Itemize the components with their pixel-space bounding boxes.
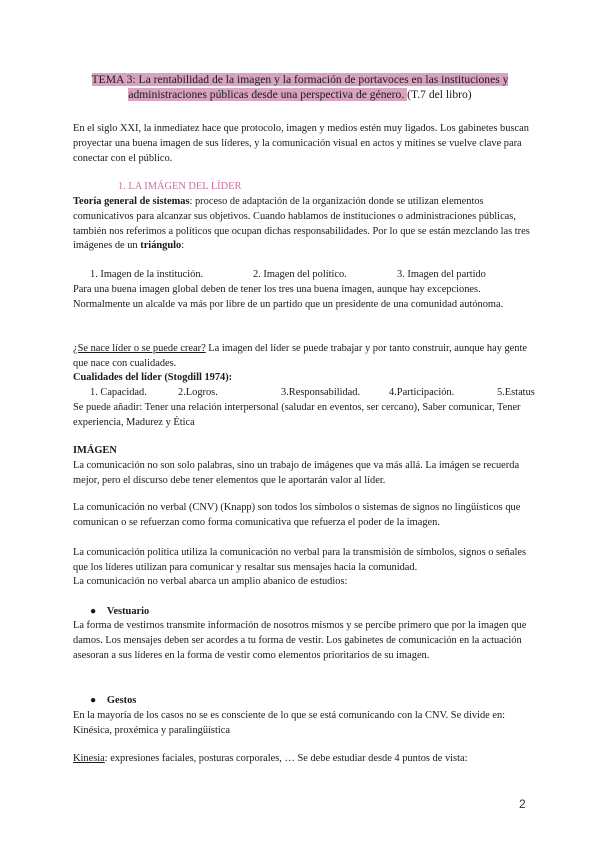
- imagen-paragraph-3: [73, 546, 533, 576]
- question-answer: La imagen del líder se puede trabajar y por tanto construir, aunque hay gente que nace con cualidades.: [73, 343, 527, 369]
- title-highlighted: TEMA 3: La rentabilidad de la imagen y la formación de portavoces en las instituciones y administraciones públicas desde una perspectiva de género.: [91, 73, 509, 101]
- intro-text: En el siglo XXI, la inmediatez hace que protocolo, imagen y medios estén muy ligados. Los gabinetes buscan proyectar una buena imagen de sus líderes, y la comunicación visual en actos y mítines se vuelve clave para conectar con el público.: [73, 123, 529, 164]
- imagen-paragraph-1: [73, 459, 533, 489]
- triangulo-word: triángulo: [140, 240, 182, 252]
- triangulo-colon: :: [181, 240, 185, 252]
- list-item: 3. Imagen del partido: [397, 269, 486, 280]
- imagen-text-3: La comunicación política utiliza la comunicación no verbal para la transmisión de símbolos, signos o señales que los líderes utilizan para comunicar y resaltar sus mensajes hacia la comunidad.: [73, 547, 527, 573]
- list-item: 2.Logros.: [178, 387, 218, 398]
- question-paragraph: [73, 342, 533, 372]
- anadir-text: Se puede añadir: Tener una relación interpersonal (saludar en eventos, ser cercano), Saber comunicar, Tener experiencia, Madurez y Ética: [73, 402, 521, 428]
- cualidades-list: [73, 386, 533, 401]
- title-suffix: (T.7 del libro): [407, 88, 472, 101]
- imagen-heading: [73, 444, 533, 459]
- after-list-paragraph: [73, 283, 533, 313]
- imagen-paragraph-4: [73, 575, 533, 590]
- kinesia-text: : expresiones faciales, posturas corporales, … Se debe estudiar desde 4 puntos de vista:: [104, 753, 468, 764]
- vestuario-bullet: [90, 605, 550, 620]
- teoria-paragraph: [73, 195, 533, 254]
- list-item: 3.Responsabilidad.: [281, 387, 361, 398]
- page-number: 2: [519, 797, 526, 811]
- cualidades-heading: [73, 371, 533, 386]
- list-item: 2. Imagen del político.: [253, 269, 347, 280]
- kinesia-label: Kinesia: [73, 753, 105, 764]
- gestos-paragraph: [73, 709, 533, 739]
- list-item: 1. Imagen de la institución.: [90, 269, 204, 280]
- imagen-text-4: La comunicación no verbal abarca un amplio abanico de estudios:: [73, 576, 348, 587]
- bullet-icon: ●: [90, 695, 97, 706]
- imagen-text-1: La comunicación no son solo palabras, sino un trabajo de imágenes que va más allá. La imágen se recuerda mejor, pero el discurso debe tener elementos que le aportarán valor al líder.: [73, 460, 520, 486]
- imagen-text-2: La comunicación no verbal (CNV) (Knapp) son todos los símbolos o sistemas de signos no lingüísticos que comunican o se refuerzan como forma comunicativa que refuerza el poder de la imagen.: [73, 502, 521, 528]
- after-list-text: Para una buena imagen global deben de tener los tres una buena imagen, aunque hay excepciones. Normalmente un alcalde va más por libre de un partido que un presidente de una comunidad autónoma.: [73, 284, 504, 310]
- gestos-text: En la mayoría de los casos no se es consciente de lo que se está comunicando con la CNV. Se divide en: Kinésica, proxémica y paralingüística: [73, 710, 506, 736]
- teoria-text: : proceso de adaptación de la organización donde se utilizan elementos comunicativos para alcanzar sus objetivos. Cuando hablamos de instituciones o administraciones públicas, también nos referimos a políticos que ocupan dichas responsabilidades. Por lo que se están mezclando las tres imágenes de un: [73, 196, 530, 252]
- list-item: 4.Participación.: [389, 387, 455, 398]
- section-heading-lider: [118, 180, 578, 195]
- vestuario-label: Vestuario: [106, 606, 150, 617]
- kinesia-paragraph: [73, 752, 533, 767]
- teoria-label: Teoría general de sistemas: [73, 196, 190, 207]
- vestuario-paragraph: [73, 619, 533, 663]
- question-text: ¿Se nace líder o se puede crear?: [73, 343, 206, 354]
- vestuario-text: La forma de vestirnos transmite información de nosotros mismos y se percibe primero que por la imagen que damos. Los mensajes deben ser acordes a tu forma de vestir. Los gabinetes de comunicación en la actuación asesoran a sus líderes en la forma de vestir como elementos prioritarios de su imagen.: [73, 620, 527, 661]
- gestos-bullet: [90, 694, 550, 709]
- anadir-paragraph: [73, 401, 533, 431]
- list-item: 1. Capacidad.: [90, 387, 147, 398]
- page-title: [76, 72, 524, 102]
- cualidades-heading-text: Cualidades del líder (Stogdill 1974):: [73, 372, 233, 383]
- imagen-paragraph-2: [73, 501, 533, 531]
- gestos-label: Gestos: [106, 695, 137, 706]
- imagen-heading-text: IMÁGEN: [73, 445, 117, 456]
- triangle-list: [73, 268, 533, 283]
- bullet-icon: ●: [90, 606, 97, 617]
- section-heading-text: 1. LA IMÁGEN DEL LÍDER: [118, 181, 242, 192]
- intro-paragraph: [73, 122, 533, 166]
- list-item: 5.Estatus: [497, 387, 535, 398]
